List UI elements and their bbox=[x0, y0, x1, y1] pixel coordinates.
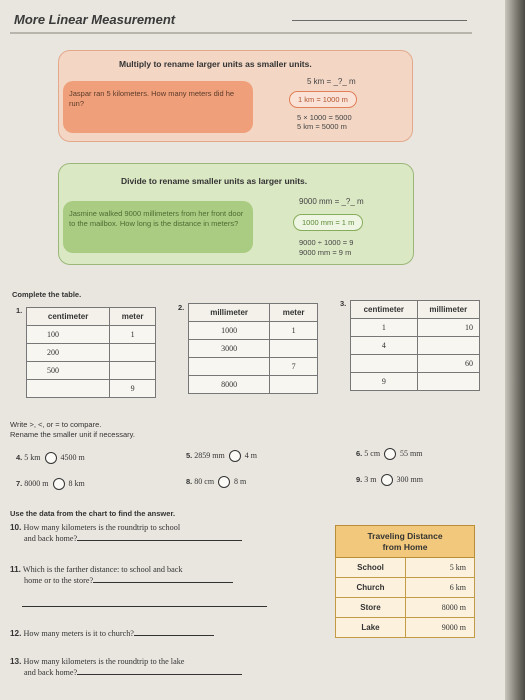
compare-item bbox=[16, 478, 85, 490]
answer-line[interactable] bbox=[77, 533, 242, 541]
multiply-work-1: 5 × 1000 = 5000 bbox=[297, 113, 352, 122]
table-cell[interactable] bbox=[189, 358, 270, 376]
conversion-table-1 bbox=[26, 307, 156, 398]
question-11 bbox=[10, 564, 233, 586]
place-distance: 8000 m bbox=[406, 598, 475, 618]
complete-table-instruction: Complete the table. bbox=[12, 290, 82, 299]
compare-item bbox=[356, 474, 423, 486]
traveling-distance-table bbox=[335, 525, 475, 638]
table-cell[interactable] bbox=[351, 355, 418, 373]
table-cell[interactable] bbox=[110, 344, 156, 362]
answer-circle[interactable] bbox=[218, 476, 230, 488]
compare-left: 5 cm bbox=[364, 448, 381, 458]
table-header: meter bbox=[110, 308, 156, 326]
divide-example-box bbox=[58, 163, 414, 265]
compare-left: 2859 mm bbox=[194, 450, 225, 460]
question-text: How many kilometers is the roundtrip to the lake bbox=[23, 657, 185, 666]
item-number: 7. bbox=[16, 478, 23, 488]
table-cell: 7 bbox=[270, 358, 318, 376]
table-cell: 1 bbox=[270, 322, 318, 340]
compare-right: 8 km bbox=[68, 478, 85, 488]
table-header: centimeter bbox=[351, 301, 418, 319]
table-cell: 10 bbox=[417, 319, 479, 337]
question-text: and back home? bbox=[24, 534, 78, 543]
table-cell: 3000 bbox=[189, 340, 270, 358]
chart-instruction: Use the data from the chart to find the answer. bbox=[10, 509, 176, 518]
place-name: Store bbox=[336, 598, 406, 618]
question-13 bbox=[10, 656, 242, 678]
question-text: and back home? bbox=[24, 668, 78, 677]
answer-line[interactable] bbox=[77, 667, 242, 675]
question-number: 12. bbox=[10, 629, 22, 638]
multiply-work bbox=[297, 113, 352, 131]
table-header: millimeter bbox=[189, 304, 270, 322]
table-cell: 9 bbox=[351, 373, 418, 391]
table-number: 2. bbox=[178, 303, 185, 312]
binder-edge bbox=[505, 0, 525, 700]
answer-line[interactable] bbox=[93, 575, 233, 583]
compare-right: 300 mm bbox=[396, 474, 423, 484]
answer-circle[interactable] bbox=[381, 474, 393, 486]
question-text: How many kilometers is the roundtrip to school bbox=[23, 523, 181, 532]
table-cell: 8000 bbox=[189, 376, 270, 394]
table-cell: 100 bbox=[27, 326, 110, 344]
question-10 bbox=[10, 522, 242, 544]
compare-item bbox=[16, 452, 85, 464]
name-line bbox=[292, 20, 467, 21]
question-text: Which is the farther distance: to school and back bbox=[22, 565, 183, 574]
multiply-example-box bbox=[58, 50, 413, 142]
table-cell: 1 bbox=[351, 319, 418, 337]
compare-left: 8000 m bbox=[24, 478, 49, 488]
compare-left: 80 cm bbox=[194, 476, 215, 486]
table-row bbox=[336, 578, 475, 598]
compare-right: 55 mm bbox=[400, 448, 423, 458]
compare-left: 3 m bbox=[364, 474, 377, 484]
table-number: 1. bbox=[16, 306, 23, 315]
compare-instructions bbox=[10, 420, 135, 440]
place-distance: 6 km bbox=[406, 578, 475, 598]
question-12 bbox=[10, 628, 214, 639]
compare-instruction-2: Rename the smaller unit if necessary. bbox=[10, 430, 135, 439]
multiply-equation: 5 km = _?_ m bbox=[307, 77, 356, 86]
item-number: 9. bbox=[356, 474, 363, 484]
header-divider bbox=[10, 32, 472, 34]
answer-circle[interactable] bbox=[45, 452, 57, 464]
distance-title-line-1: Traveling Distance bbox=[367, 530, 443, 541]
compare-item bbox=[356, 448, 423, 460]
distance-title-line-2: from Home bbox=[382, 541, 428, 552]
compare-right: 8 m bbox=[234, 476, 247, 486]
compare-instruction-1: Write >, <, or = to compare. bbox=[10, 420, 102, 429]
table-cell[interactable] bbox=[27, 380, 110, 398]
table-header: millimeter bbox=[417, 301, 479, 319]
question-text: How many meters is it to church? bbox=[23, 629, 134, 638]
question-text: home or to the store? bbox=[24, 576, 94, 585]
table-cell[interactable] bbox=[270, 340, 318, 358]
table-cell: 9 bbox=[110, 380, 156, 398]
table-cell: 1 bbox=[110, 326, 156, 344]
answer-line[interactable] bbox=[22, 606, 267, 607]
table-cell[interactable] bbox=[417, 337, 479, 355]
answer-line[interactable] bbox=[134, 628, 214, 636]
item-number: 8. bbox=[186, 476, 193, 486]
table-cell[interactable] bbox=[110, 362, 156, 380]
table-header: centimeter bbox=[27, 308, 110, 326]
compare-item bbox=[186, 476, 246, 488]
table-header: meter bbox=[270, 304, 318, 322]
compare-right: 4 m bbox=[244, 450, 257, 460]
page-title: More Linear Measurement bbox=[14, 12, 176, 27]
question-number: 11. bbox=[10, 565, 21, 574]
compare-item bbox=[186, 450, 257, 462]
place-distance: 9000 m bbox=[406, 618, 475, 638]
table-row bbox=[336, 618, 475, 638]
item-number: 4. bbox=[16, 452, 23, 462]
divide-fact: 1000 mm = 1 m bbox=[293, 214, 363, 231]
table-cell: 60 bbox=[417, 355, 479, 373]
conversion-table-3 bbox=[350, 300, 480, 391]
table-row bbox=[336, 598, 475, 618]
table-cell: 4 bbox=[351, 337, 418, 355]
answer-circle[interactable] bbox=[384, 448, 396, 460]
table-cell: 1000 bbox=[189, 322, 270, 340]
multiply-fact: 1 km = 1000 m bbox=[289, 91, 357, 108]
place-distance: 5 km bbox=[406, 558, 475, 578]
table-cell[interactable] bbox=[270, 376, 318, 394]
place-name: Lake bbox=[336, 618, 406, 638]
multiply-heading: Multiply to rename larger units as smaller units. bbox=[119, 59, 312, 69]
table-cell[interactable] bbox=[417, 373, 479, 391]
multiply-work-2: 5 km = 5000 m bbox=[297, 122, 347, 131]
divide-equation: 9000 mm = _?_ m bbox=[299, 197, 364, 206]
compare-left: 5 km bbox=[24, 452, 41, 462]
place-name: Church bbox=[336, 578, 406, 598]
divide-work bbox=[299, 238, 353, 258]
table-cell: 200 bbox=[27, 344, 110, 362]
table-row bbox=[336, 558, 475, 578]
multiply-question: Jaspar ran 5 kilometers. How many meters did he run? bbox=[63, 81, 253, 133]
item-number: 5. bbox=[186, 450, 193, 460]
item-number: 6. bbox=[356, 448, 363, 458]
distance-table-title bbox=[336, 526, 475, 558]
divide-work-2: 9000 mm = 9 m bbox=[299, 248, 352, 257]
divide-work-1: 9000 ÷ 1000 = 9 bbox=[299, 238, 354, 247]
table-number: 3. bbox=[340, 299, 347, 308]
answer-circle[interactable] bbox=[229, 450, 241, 462]
conversion-table-2 bbox=[188, 303, 318, 394]
question-number: 13. bbox=[10, 657, 22, 666]
compare-right: 4500 m bbox=[60, 452, 85, 462]
divide-question: Jasmine walked 9000 millimeters from her front door to the mailbox. How long is the distance in meters? bbox=[63, 201, 253, 253]
divide-heading: Divide to rename smaller units as larger units. bbox=[121, 176, 308, 186]
place-name: School bbox=[336, 558, 406, 578]
answer-circle[interactable] bbox=[53, 478, 65, 490]
table-cell: 500 bbox=[27, 362, 110, 380]
question-number: 10. bbox=[10, 523, 22, 532]
